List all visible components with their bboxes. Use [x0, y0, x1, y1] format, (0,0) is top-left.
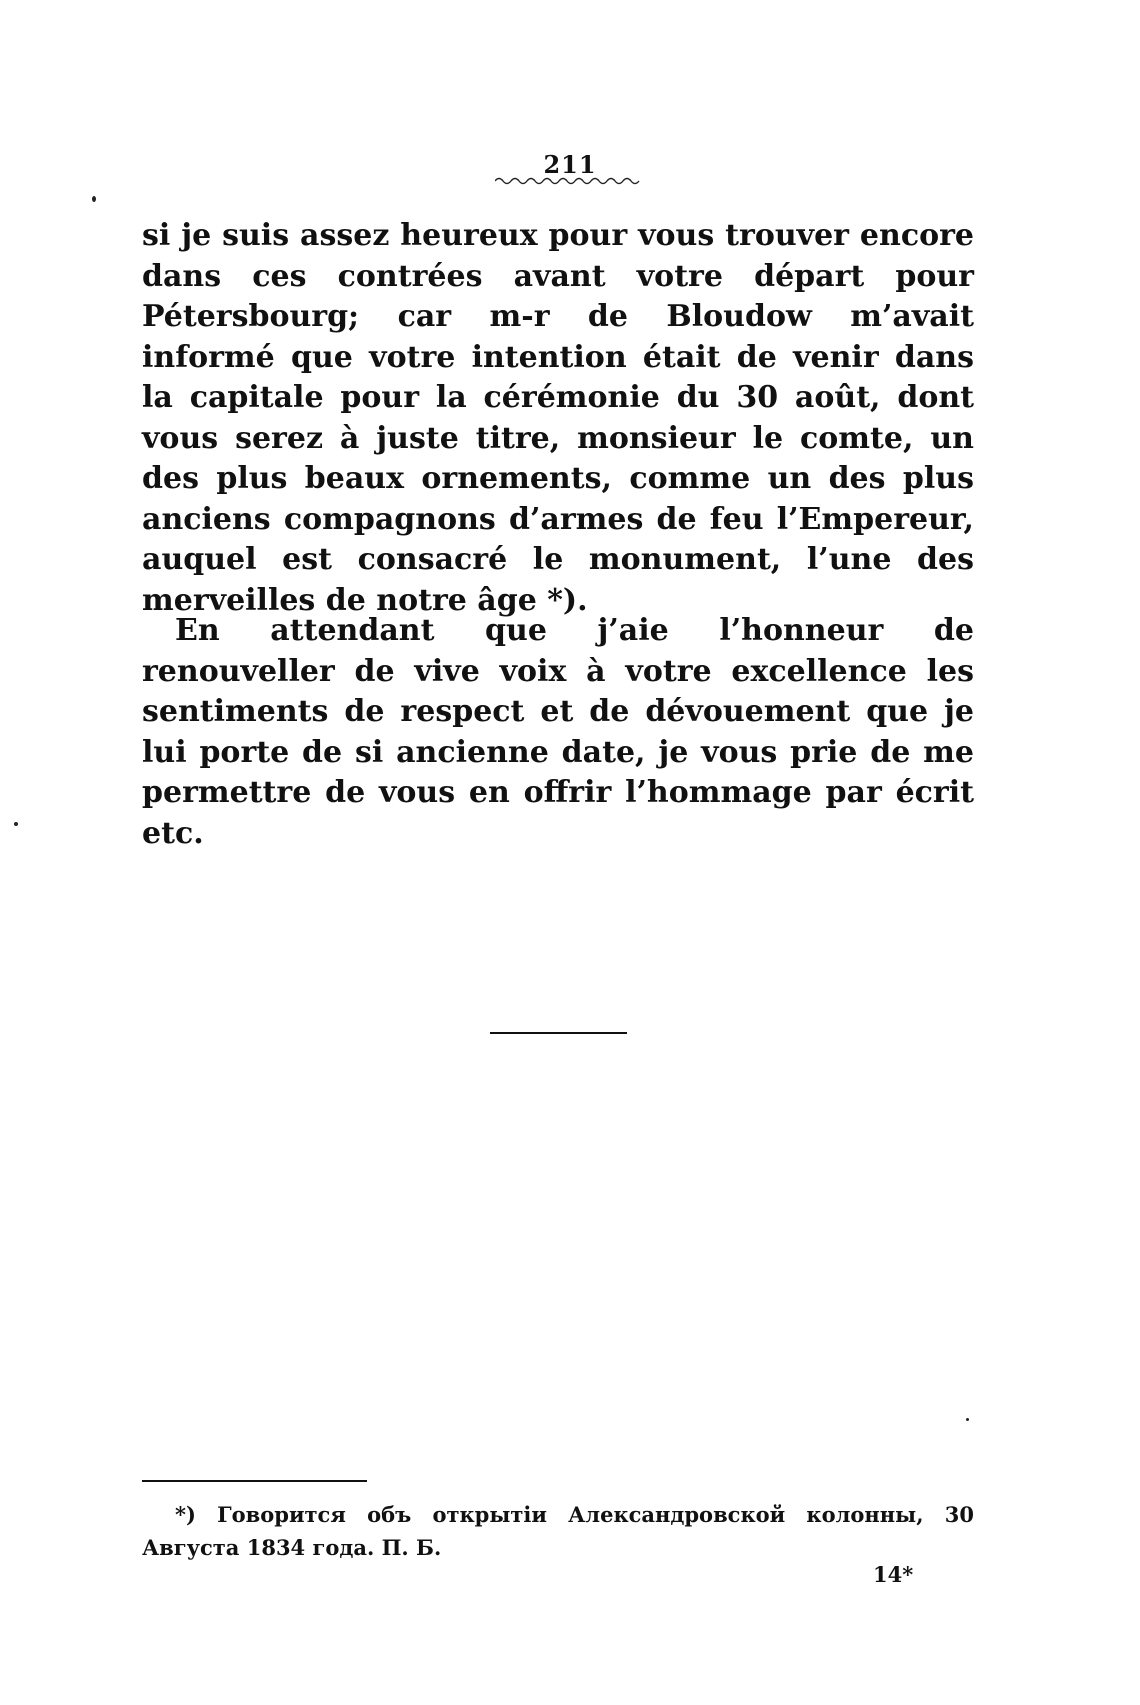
page-number-text: 211: [543, 150, 597, 179]
scan-speck: [966, 1418, 969, 1421]
signature-mark: 14*: [873, 1562, 914, 1587]
paragraph-1: si je suis assez heureux pour vous trouver encore dans ces contrées avant votre départ pour Pétersbourg; car m-r de Bloudow m’avait informé que votre intention était de venir dans la capitale pour la cérémonie du 30 août, dont vous serez à juste titre, monsieur le comte, un des plus beaux ornements, comme un des plus anciens compagnons d’armes de feu l’Empereur, auquel est consacré le monument, l’une des merveilles de notre âge *).: [142, 218, 974, 618]
section-divider: [490, 1032, 627, 1034]
footnote-rule: [142, 1480, 367, 1482]
paragraph-2: En attendant que j’aie l’honneur de renouveller de vive voix à votre excellence les sentiments de respect et de dévouement que je lui porte de si ancienne date, je vous prie de me permettre de vous en offrir l’hommage par écrit etc.: [142, 613, 974, 851]
scan-speck: [14, 822, 18, 826]
footnote: *) Говорится объ открытіи Александровской колонны, 30 Августа 1834 года. П. Б.: [142, 1502, 974, 1560]
page-number: [0, 150, 1140, 185]
scan-speck: [92, 196, 96, 202]
